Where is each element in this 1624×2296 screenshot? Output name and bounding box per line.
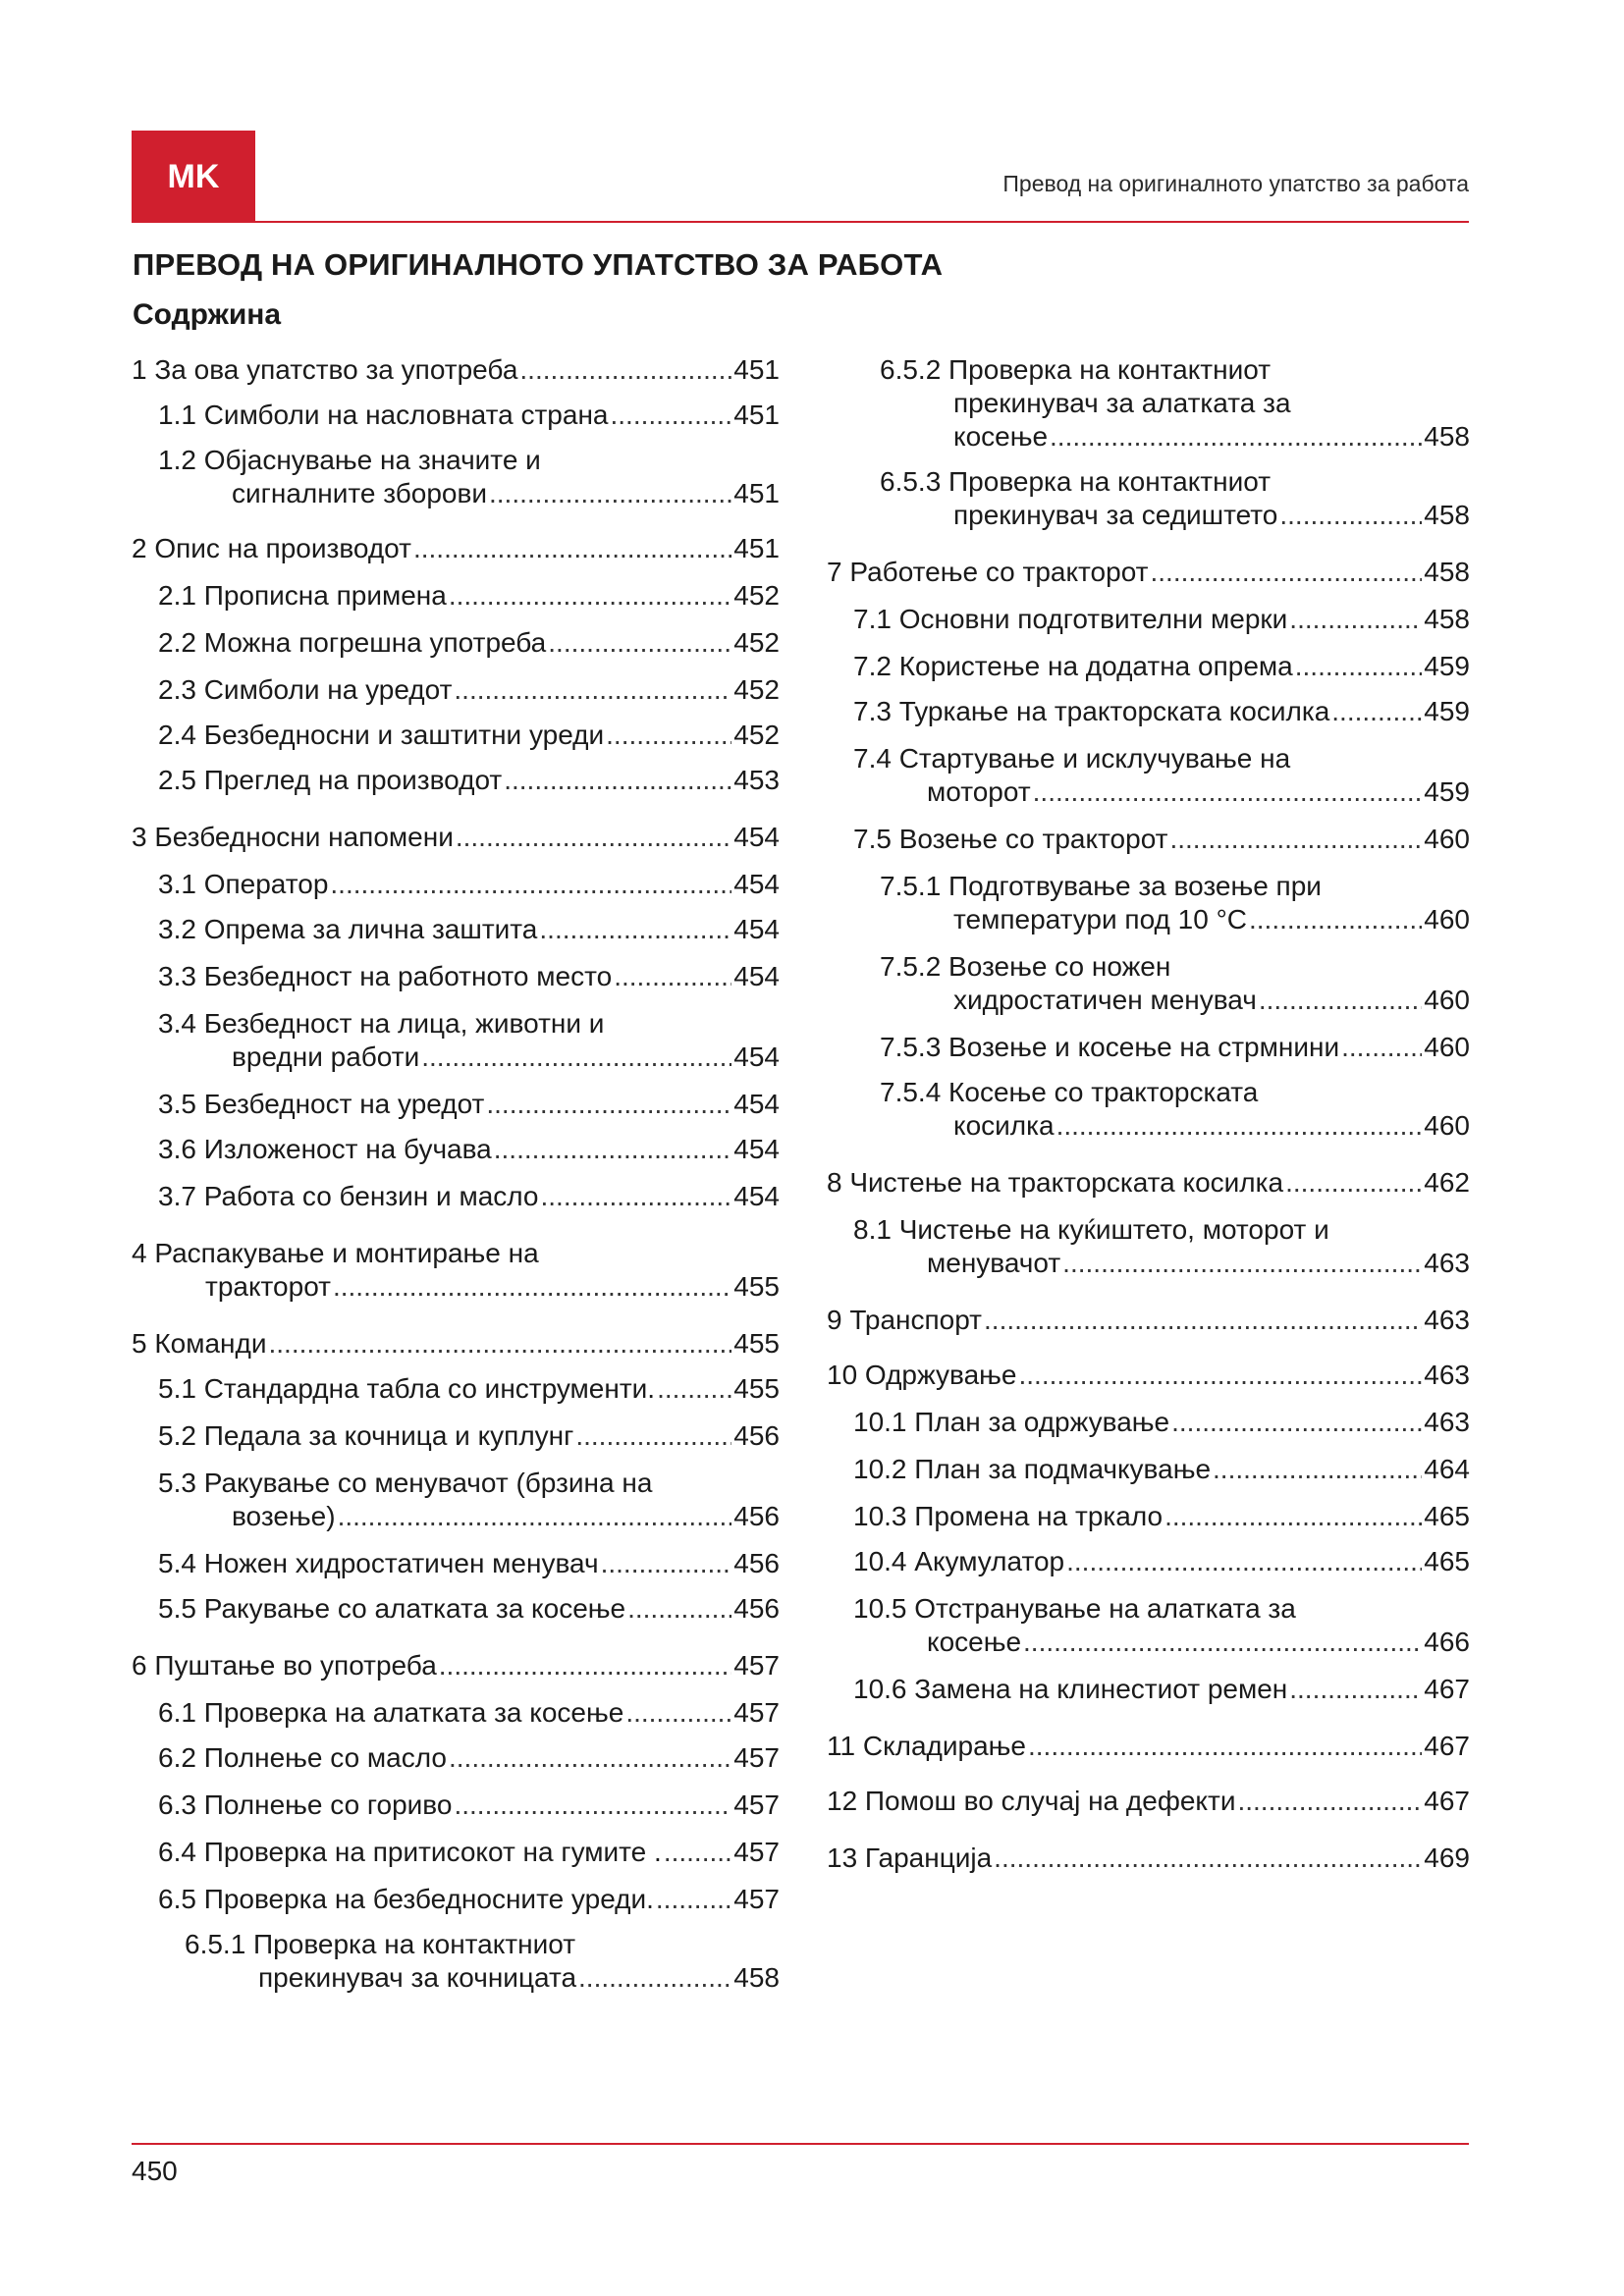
toc-page-number: 459	[1424, 776, 1470, 807]
toc-page-number: 457	[733, 1789, 780, 1820]
toc-entry[interactable]	[827, 1453, 1470, 1486]
toc-page-number: 455	[733, 1271, 780, 1302]
toc-entry[interactable]	[132, 1741, 780, 1775]
toc-entry[interactable]	[827, 1359, 1470, 1392]
toc-entry-title: 2.2 Можна погрешна употреба	[158, 627, 547, 658]
toc-dot-leader	[984, 1304, 1422, 1337]
toc-entry[interactable]	[827, 603, 1470, 636]
toc-dot-leader	[1023, 1626, 1422, 1659]
toc-entry-title: 3.7 Работа со бензин и масло	[158, 1181, 539, 1211]
footer-divider	[132, 2143, 1469, 2145]
toc-entry[interactable]	[132, 444, 780, 510]
toc-entry-title: 6.4 Проверка на притисокот на гумите .	[158, 1837, 662, 1867]
toc-entry[interactable]	[132, 1467, 780, 1533]
running-header-title: Превод на оригиналното упатство за работа	[1002, 171, 1469, 196]
toc-column-right	[827, 353, 1470, 1875]
toc-dot-leader	[656, 1883, 731, 1916]
toc-dot-leader	[1289, 603, 1422, 636]
toc-page-number: 453	[733, 765, 780, 795]
toc-entry-title: прекинувач за кочницата	[258, 1962, 577, 1993]
toc-column-left	[132, 353, 780, 1995]
toc-dot-leader	[657, 1372, 731, 1406]
toc-entry-title: 6.2 Полнење со масло	[158, 1742, 447, 1773]
toc-page-number: 465	[1424, 1546, 1470, 1576]
toc-entry-lead: 7.4 Стартување и исклучување на	[853, 743, 1291, 774]
toc-entry-lead: 6.5.2 Проверка на контактниот	[880, 354, 1272, 385]
toc-entry-title: 12 Помош во случај на дефекти	[827, 1786, 1236, 1816]
toc-entry[interactable]	[132, 764, 780, 797]
language-badge: MK	[132, 131, 255, 223]
toc-dot-leader	[421, 1041, 731, 1074]
toc-entry-lead: 7.5.1 Подготвување за возење при	[880, 871, 1322, 901]
toc-dot-leader	[1259, 984, 1422, 1017]
toc-entry-title: 1.1 Симболи на насловната страна	[158, 400, 609, 430]
toc-dot-leader	[504, 764, 731, 797]
toc-entry-title: 3.2 Опрема за лична заштита	[158, 914, 538, 944]
toc-page-number: 456	[733, 1548, 780, 1578]
toc-entry[interactable]	[132, 532, 780, 565]
toc-dot-leader	[1249, 903, 1422, 936]
toc-entry-title: 7.2 Користење на додатна опрема	[853, 651, 1293, 681]
toc-entry[interactable]	[827, 1031, 1470, 1064]
toc-dot-leader	[1331, 695, 1422, 728]
toc-page-number: 467	[1424, 1786, 1470, 1816]
toc-dot-leader	[625, 1696, 731, 1730]
toc-entry-title: 6.1 Проверка на алатката за косење	[158, 1697, 624, 1728]
toc-entry-title: 6.3 Полнење со гориво	[158, 1789, 453, 1820]
toc-page-number: 454	[733, 869, 780, 899]
page-title: ПРЕВОД НА ОРИГИНАЛНОТО УПАТСТВО ЗА РАБОТА	[133, 247, 944, 282]
toc-entry[interactable]	[827, 695, 1470, 728]
toc-dot-leader	[601, 1547, 732, 1580]
toc-entry-lead: 4 Распакување и монтирање на	[132, 1238, 539, 1268]
toc-entry[interactable]	[827, 1545, 1470, 1578]
toc-dot-leader	[575, 1419, 731, 1453]
toc-dot-leader	[1056, 1109, 1423, 1143]
toc-entry[interactable]	[827, 1842, 1470, 1875]
toc-entry-title: прекинувач за седиштето	[953, 500, 1278, 530]
toc-page-number: 452	[733, 580, 780, 611]
toc-entry[interactable]	[132, 1696, 780, 1730]
toc-dot-leader	[578, 1961, 731, 1995]
toc-entry[interactable]	[132, 1649, 780, 1682]
toc-entry[interactable]	[827, 1304, 1470, 1337]
toc-page-number: 460	[1424, 904, 1470, 934]
toc-entry-lead: 8.1 Чистење на куќиштето, моторот и	[853, 1214, 1329, 1245]
toc-dot-leader	[1150, 556, 1422, 589]
toc-dot-leader	[606, 719, 731, 752]
toc-entry[interactable]	[132, 673, 780, 707]
toc-page-number: 451	[733, 533, 780, 563]
toc-page-number: 457	[733, 1742, 780, 1773]
toc-page-number: 464	[1424, 1454, 1470, 1484]
toc-entry-title: 10 Одржување	[827, 1360, 1017, 1390]
toc-dot-leader	[439, 1649, 732, 1682]
toc-entry[interactable]	[132, 1928, 780, 1995]
toc-entry[interactable]	[132, 353, 780, 387]
toc-entry[interactable]	[132, 626, 780, 660]
toc-dot-leader	[486, 1088, 731, 1121]
toc-page-number: 456	[733, 1593, 780, 1624]
toc-dot-leader	[1164, 1500, 1422, 1533]
toc-entry[interactable]	[827, 1673, 1470, 1706]
toc-entry-title: 10.2 План за подмачкување	[853, 1454, 1212, 1484]
toc-entry[interactable]	[827, 353, 1470, 454]
toc-dot-leader	[338, 1500, 732, 1533]
toc-entry-title: 10.6 Замена на клинестиот ремен	[853, 1674, 1288, 1704]
toc-entry-title: 2.4 Безбедносни и заштитни уреди	[158, 720, 605, 750]
toc-dot-leader	[449, 1741, 731, 1775]
toc-dot-leader	[494, 1133, 732, 1166]
toc-entry-title: менувачот	[927, 1248, 1061, 1278]
toc-entry-title: 6.5 Проверка на безбедносните уреди.	[158, 1884, 654, 1914]
toc-page-number: 460	[1424, 1032, 1470, 1062]
toc-dot-leader	[454, 1789, 731, 1822]
toc-page-number: 465	[1424, 1501, 1470, 1531]
toc-entry[interactable]	[827, 1213, 1470, 1280]
toc-dot-leader	[1028, 1730, 1422, 1763]
toc-entry[interactable]	[132, 1789, 780, 1822]
toc-page-number: 458	[1424, 557, 1470, 587]
toc-dot-leader	[1295, 650, 1423, 683]
toc-page-number: 457	[733, 1884, 780, 1914]
toc-dot-leader	[611, 399, 732, 432]
toc-entry-title: 2.5 Преглед на производот	[158, 765, 503, 795]
toc-entry-title: 10.1 План за одржување	[853, 1407, 1170, 1437]
toc-entry-title: 5.2 Педала за кочница и куплунг	[158, 1420, 574, 1451]
toc-entry-title: 2.3 Симболи на уредот	[158, 674, 453, 705]
toc-entry-title: косилка	[953, 1110, 1055, 1141]
toc-page-number: 456	[733, 1420, 780, 1451]
toc-page-number: 462	[1424, 1167, 1470, 1198]
toc-page-number: 454	[733, 1089, 780, 1119]
toc-page-number: 458	[733, 1962, 780, 1993]
toc-dot-leader	[1341, 1031, 1422, 1064]
toc-entry-title: 3.1 Оператор	[158, 869, 329, 899]
toc-entry-title: 10.3 Промена на тркало	[853, 1501, 1164, 1531]
page-number: 450	[132, 2156, 178, 2186]
toc-entry-title: 2 Опис на производот	[132, 533, 411, 563]
toc-dot-leader	[269, 1327, 732, 1361]
toc-page-number: 460	[1424, 985, 1470, 1015]
toc-dot-leader	[994, 1842, 1422, 1875]
toc-dot-leader	[1279, 499, 1422, 532]
toc-entry[interactable]	[132, 1592, 780, 1626]
toc-entry-title: 3.6 Изложеност на бучава	[158, 1134, 492, 1164]
toc-dot-leader	[1289, 1673, 1422, 1706]
toc-entry[interactable]	[827, 1166, 1470, 1200]
toc-page-number: 457	[733, 1650, 780, 1681]
toc-entry-lead: 6.5.3 Проверка на контактниот	[880, 466, 1272, 497]
toc-entry-title: моторот	[927, 776, 1031, 807]
toc-page-number: 467	[1424, 1731, 1470, 1761]
toc-entry[interactable]	[132, 1007, 780, 1074]
toc-dot-leader	[627, 1592, 731, 1626]
toc-entry-title: 11 Складирање	[827, 1731, 1026, 1761]
toc-dot-leader	[1019, 1359, 1423, 1392]
toc-entry[interactable]	[827, 1406, 1470, 1439]
toc-page-number: 454	[733, 1041, 780, 1072]
toc-entry[interactable]	[827, 742, 1470, 809]
toc-page-number: 455	[733, 1328, 780, 1359]
toc-dot-leader	[1033, 775, 1423, 809]
toc-dot-leader	[449, 579, 731, 613]
toc-page-number: 463	[1424, 1360, 1470, 1390]
toc-dot-leader	[519, 353, 731, 387]
toc-entry[interactable]	[827, 1730, 1470, 1763]
toc-dot-leader	[1213, 1453, 1422, 1486]
toc-entry[interactable]	[132, 1883, 780, 1916]
toc-entry-lead: 6.5.1 Проверка на контактниот	[185, 1929, 576, 1959]
toc-page-number: 451	[733, 478, 780, 508]
toc-entry[interactable]	[132, 960, 780, 993]
toc-page-number: 454	[733, 914, 780, 944]
toc-entry-lead: прекинувач за алатката за	[953, 388, 1291, 418]
toc-entry-title: 7.3 Туркање на тракторската косилка	[853, 696, 1330, 726]
toc-dot-leader	[333, 1270, 731, 1304]
toc-entry-title: 5 Команди	[132, 1328, 267, 1359]
toc-page-number: 456	[733, 1501, 780, 1531]
toc-entry-title: косење	[953, 421, 1049, 452]
toc-dot-leader	[1050, 420, 1422, 454]
toc-entry-title: 8 Чистење на тракторската косилка	[827, 1167, 1284, 1198]
toc-entry-title: 7.1 Основни подготвителни мерки	[853, 604, 1288, 634]
toc-entry-title: 5.5 Ракување со алатката за косење	[158, 1593, 626, 1624]
toc-page-number: 463	[1424, 1248, 1470, 1278]
toc-entry[interactable]	[132, 913, 780, 946]
toc-entry-title: 1 За ова упатство за употреба	[132, 354, 518, 385]
toc-page-number: 458	[1424, 604, 1470, 634]
toc-page-number: 469	[1424, 1842, 1470, 1873]
toc-entry[interactable]	[132, 399, 780, 432]
toc-dot-leader	[1066, 1545, 1422, 1578]
toc-dot-leader	[1169, 823, 1422, 856]
toc-entry[interactable]	[827, 823, 1470, 856]
toc-entry[interactable]	[827, 950, 1470, 1017]
toc-entry-title: 2.1 Прописна примена	[158, 580, 447, 611]
toc-entry[interactable]	[132, 1237, 780, 1304]
toc-entry[interactable]	[827, 870, 1470, 936]
toc-entry-title: 6 Пуштање во употреба	[132, 1650, 437, 1681]
toc-entry-lead: 5.3 Ракување со менувачот (брзина на	[158, 1468, 653, 1498]
toc-entry-title: 3 Безбедносни напомени	[132, 822, 454, 852]
toc-dot-leader	[614, 960, 731, 993]
toc-page-number: 460	[1424, 1110, 1470, 1141]
toc-entry-title: 3.5 Безбедност на уредот	[158, 1089, 485, 1119]
toc-entry-title: 13 Гаранција	[827, 1842, 993, 1873]
toc-page-number: 454	[733, 1134, 780, 1164]
toc-entry[interactable]	[132, 1419, 780, 1453]
toc-entry-title: 7.5 Возење со тракторот	[853, 824, 1168, 854]
toc-entry-lead: 3.4 Безбедност на лица, животни и	[158, 1008, 605, 1039]
toc-entry-lead: 7.5.4 Косење со тракторската	[880, 1077, 1259, 1107]
toc-page-number: 452	[733, 720, 780, 750]
toc-dot-leader	[489, 477, 731, 510]
header-divider	[132, 221, 1469, 223]
toc-page-number: 452	[733, 674, 780, 705]
toc-entry[interactable]	[132, 1836, 780, 1869]
toc-page-number: 454	[733, 1181, 780, 1211]
toc-entry-lead: 1.2 Објаснување на значите и	[158, 445, 541, 475]
toc-dot-leader	[413, 532, 731, 565]
toc-entry[interactable]	[132, 1133, 780, 1166]
toc-dot-leader	[330, 868, 731, 901]
toc-entry-title: 3.3 Безбедност на работното место	[158, 961, 613, 991]
toc-entry-title: вредни работи	[232, 1041, 420, 1072]
toc-entry[interactable]	[827, 1500, 1470, 1533]
toc-page-number: 451	[733, 400, 780, 430]
toc-entry[interactable]	[827, 465, 1470, 532]
toc-dot-leader	[456, 821, 731, 854]
toc-entry[interactable]	[132, 579, 780, 613]
toc-page-number: 454	[733, 961, 780, 991]
toc-entry[interactable]	[827, 1785, 1470, 1818]
toc-entry[interactable]	[827, 1592, 1470, 1659]
toc-page-number: 452	[733, 627, 780, 658]
toc-page-number: 466	[1424, 1627, 1470, 1657]
toc-dot-leader	[539, 913, 731, 946]
toc-page-number: 463	[1424, 1407, 1470, 1437]
toc-entry-title: температури под 10 °C	[953, 904, 1247, 934]
toc-entry-title: сигналните зборови	[232, 478, 487, 508]
toc-page-number: 458	[1424, 421, 1470, 452]
toc-entry-title: 9 Транспорт	[827, 1305, 983, 1335]
toc-entry-lead: 10.5 Отстранување на алатката за	[853, 1593, 1296, 1624]
toc-page-number: 459	[1424, 696, 1470, 726]
toc-entry[interactable]	[132, 821, 780, 854]
toc-entry[interactable]	[132, 1547, 780, 1580]
toc-entry-title: 7 Работење со тракторот	[827, 557, 1149, 587]
toc-entry-title: 5.1 Стандардна табла со инструменти.	[158, 1373, 656, 1404]
toc-dot-leader	[454, 673, 731, 707]
toc-dot-leader	[541, 1180, 732, 1213]
toc-page-number: 455	[733, 1373, 780, 1404]
toc-page-number: 458	[1424, 500, 1470, 530]
toc-page-number: 463	[1424, 1305, 1470, 1335]
toc-entry[interactable]	[827, 556, 1470, 589]
toc-entry[interactable]	[827, 1076, 1470, 1143]
toc-page-number: 467	[1424, 1674, 1470, 1704]
toc-page-number: 457	[733, 1837, 780, 1867]
toc-dot-leader	[1285, 1166, 1422, 1200]
toc-dot-leader	[664, 1836, 731, 1869]
toc-entry[interactable]	[827, 650, 1470, 683]
toc-dot-leader	[1171, 1406, 1422, 1439]
toc-entry-title: косење	[927, 1627, 1022, 1657]
toc-page-number: 451	[733, 354, 780, 385]
toc-page-number: 457	[733, 1697, 780, 1728]
toc-entry[interactable]	[132, 1327, 780, 1361]
toc-heading: Содржина	[133, 298, 282, 331]
toc-page-number: 460	[1424, 824, 1470, 854]
toc-entry[interactable]	[132, 1180, 780, 1213]
toc-entry[interactable]	[132, 868, 780, 901]
toc-entry-title: 7.5.3 Возење и косење на стрмнини	[880, 1032, 1340, 1062]
toc-entry-title: 5.4 Ножен хидростатичен менувач	[158, 1548, 599, 1578]
toc-entry-title: тракторот	[205, 1271, 331, 1302]
toc-entry-title: хидростатичен менувач	[953, 985, 1257, 1015]
toc-entry-title: 10.4 Акумулатор	[853, 1546, 1065, 1576]
toc-entry-title: возење)	[232, 1501, 336, 1531]
toc-entry[interactable]	[132, 1372, 780, 1406]
toc-page-number: 459	[1424, 651, 1470, 681]
toc-dot-leader	[548, 626, 731, 660]
toc-dot-leader	[1062, 1247, 1422, 1280]
toc-entry[interactable]	[132, 1088, 780, 1121]
toc-dot-leader	[1237, 1785, 1422, 1818]
toc-page-number: 454	[733, 822, 780, 852]
toc-entry[interactable]	[132, 719, 780, 752]
toc-entry-lead: 7.5.2 Возење со ножен	[880, 951, 1171, 982]
